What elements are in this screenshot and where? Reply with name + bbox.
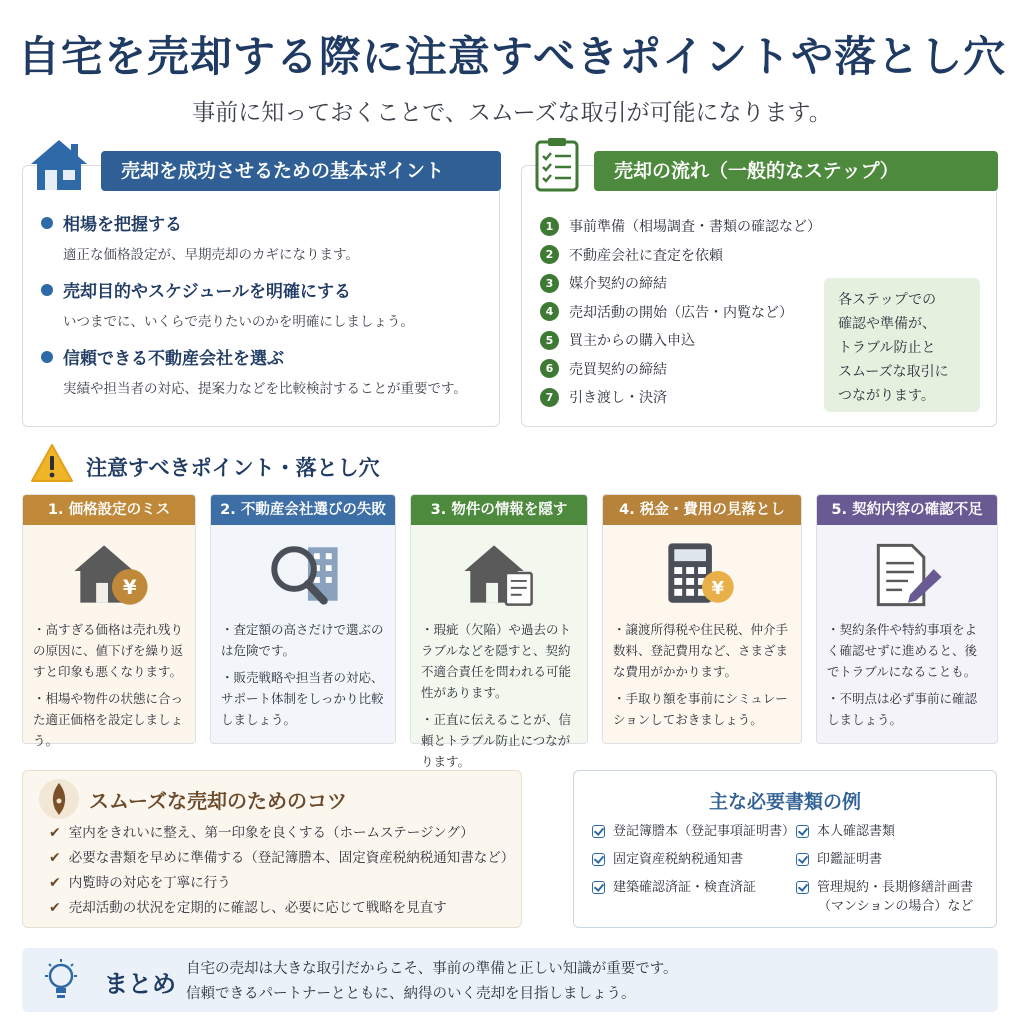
caution-heading: 注意すべきポイント・落とし穴	[86, 456, 380, 480]
calculator-yen-icon	[603, 539, 801, 611]
card-point: ・不明点は必ず事前に確認しましょう。	[827, 691, 978, 727]
document-name: 印鑑証明書	[817, 852, 883, 867]
summary-panel	[22, 948, 998, 1012]
checkbox-icon	[592, 853, 605, 866]
checkbox-icon	[592, 825, 605, 838]
list-item	[49, 896, 519, 921]
list-item	[41, 277, 491, 330]
card-point: ・正直に伝えることが、信頼とトラブル防止につながります。	[421, 712, 572, 769]
step-number: 3	[540, 274, 559, 293]
tip-text: 必要な書類を早めに準備する（登記簿謄本、固定資産税納税通知書など）	[68, 850, 515, 866]
summary-line: 信頼できるパートナーとともに、納得のいく売却を目指しましょう。	[186, 986, 636, 1002]
step-text: 事前準備（相場調査・書類の確認など）	[569, 219, 821, 236]
checkbox-icon	[592, 881, 605, 894]
step-number: 2	[540, 245, 559, 264]
card-point: ・瑕疵（欠陥）や過去のトラブルなどを隠すと、契約不適合責任を問われる可能性があります。	[421, 622, 572, 700]
note-line: 確認や準備が、	[838, 316, 936, 332]
card-point: ・査定額の高さだけで選ぶのは危険です。	[221, 622, 384, 658]
step-text: 売買契約の締結	[569, 361, 667, 378]
caution-card-agency	[210, 494, 396, 744]
bullet-dot-icon	[41, 217, 53, 229]
card-point: ・契約条件や特約事項をよく確認せずに進めると、後でトラブルになることも。	[827, 622, 978, 679]
clipboard-checklist-icon	[534, 136, 580, 192]
note-line: トラブル防止と	[838, 340, 936, 356]
note-line: スムーズな取引に	[838, 364, 949, 380]
card-title: 4. 税金・費用の見落とし	[603, 495, 801, 525]
card-title: 5. 契約内容の確認不足	[817, 495, 997, 525]
step-number: 7	[540, 388, 559, 407]
basic-points-heading: 売却を成功させるための基本ポイント	[101, 151, 501, 191]
list-item	[540, 383, 830, 412]
svg-text:¥: ¥	[711, 577, 725, 599]
card-point: ・高すぎる価格は売れ残りの原因に、値下げを繰り返すと印象も悪くなります。	[33, 622, 184, 679]
step-text: 媒介契約の締結	[569, 276, 667, 293]
checkmark-icon: ✔	[49, 875, 61, 891]
list-item	[796, 851, 882, 869]
point-desc: 実績や担当者の対応、提案力などを比較検討することが重要です。	[63, 381, 467, 397]
document-name: 本人確認書類	[817, 824, 896, 839]
lightbulb-icon	[40, 958, 82, 1004]
list-item	[49, 846, 519, 871]
summary-line: 自宅の売却は大きな取引だからこそ、事前の準備と正しい知識が重要です。	[186, 961, 678, 977]
list-item	[540, 269, 830, 298]
summary-label: まとめ	[104, 970, 176, 998]
tips-heading: スムーズな売却のためのコツ	[89, 789, 347, 813]
svg-text:¥: ¥	[122, 575, 137, 599]
card-point: ・譲渡所得税や住民税、仲介手数料、登記費用など、さまざまな費用がかかります。	[613, 622, 789, 679]
checkbox-icon	[796, 853, 809, 866]
point-title: 相場を把握する	[63, 215, 182, 235]
list-item	[540, 241, 830, 270]
list-item	[540, 212, 830, 241]
step-text: 引き渡し・決済	[569, 390, 667, 407]
point-title: 信頼できる不動産会社を選ぶ	[63, 349, 284, 369]
warning-icon	[30, 442, 74, 484]
list-item	[540, 298, 830, 327]
tip-text: 内覧時の対応を丁寧に行う	[68, 875, 231, 891]
flow-note	[824, 278, 980, 412]
card-title: 3. 物件の情報を隠す	[411, 495, 587, 525]
sale-flow-heading: 売却の流れ（一般的なステップ）	[594, 151, 998, 191]
step-text: 不動産会社に査定を依頼	[569, 247, 723, 264]
list-item	[41, 210, 491, 263]
checkbox-icon	[796, 825, 809, 838]
list-item	[49, 871, 519, 896]
basic-points-panel	[22, 160, 500, 427]
step-number: 6	[540, 359, 559, 378]
caution-card-disclosure	[410, 494, 588, 769]
house-icon	[27, 136, 91, 194]
checkbox-icon	[796, 881, 809, 894]
document-pen-icon	[817, 539, 997, 611]
list-item	[592, 851, 743, 869]
list-item	[592, 823, 795, 841]
card-title: 2. 不動産会社選びの失敗	[211, 495, 395, 525]
tips-panel	[22, 770, 522, 928]
house-yen-icon	[23, 539, 195, 611]
checkmark-icon: ✔	[49, 850, 61, 866]
sale-flow-panel	[521, 160, 997, 427]
step-number: 4	[540, 302, 559, 321]
documents-panel	[573, 770, 997, 928]
checkmark-icon: ✔	[49, 900, 61, 916]
card-point: ・販売戦略や担当者の対応、サポート体制をしっかり比較しましょう。	[221, 670, 384, 727]
list-item	[540, 355, 830, 384]
page-title: 自宅を売却する際に注意すべきポイントや落とし穴	[17, 32, 1007, 81]
documents-heading: 主な必要書類の例	[708, 791, 861, 813]
list-item	[540, 326, 830, 355]
step-text: 買主からの購入申込	[569, 333, 695, 350]
list-item	[41, 344, 491, 397]
document-note: （マンションの場合）など	[818, 899, 974, 914]
step-number: 5	[540, 331, 559, 350]
note-line: 各ステップでの	[838, 292, 937, 308]
magnifier-building-icon	[211, 539, 395, 611]
document-name: 建築確認済証・検査済証	[613, 880, 757, 895]
tip-text: 売却活動の状況を定期的に確認し、必要に応じて戦略を見直す	[68, 900, 447, 916]
caution-card-tax	[602, 494, 802, 744]
document-name: 管理規約・長期修繕計画書	[817, 880, 974, 895]
checkmark-icon: ✔	[49, 825, 61, 841]
tip-text: 室内をきれいに整え、第一印象を良くする（ホームステージング）	[68, 825, 474, 841]
document-name: 登記簿謄本（登記事項証明書）	[613, 824, 796, 839]
bullet-dot-icon	[41, 284, 53, 296]
caution-card-price	[22, 494, 196, 748]
list-item	[49, 821, 519, 846]
card-point: ・相場や物件の状態に合った適正価格を設定しましょう。	[33, 691, 184, 748]
flow-steps	[540, 212, 830, 412]
step-text: 売却活動の開始（広告・内覧など）	[569, 304, 793, 321]
point-desc: いつまでに、いくらで売りたいのかを明確にしましょう。	[63, 314, 414, 330]
card-point: ・手取り額を事前にシミュレーションしておきましょう。	[613, 691, 788, 727]
tips-list	[49, 821, 519, 921]
caution-cards	[22, 494, 998, 769]
basic-points-list	[41, 210, 491, 411]
list-item	[796, 823, 895, 841]
point-desc: 適正な価格設定が、早期売却のカギになります。	[63, 247, 359, 263]
page-subtitle: 事前に知っておくことで、スムーズな取引が可能になります。	[192, 100, 832, 126]
point-title: 売却目的やスケジュールを明確にする	[63, 282, 351, 302]
note-line: つながります。	[838, 388, 935, 404]
bullet-dot-icon	[41, 351, 53, 363]
house-document-icon	[411, 539, 587, 611]
pen-nib-icon	[37, 777, 81, 821]
document-name: 固定資産税納税通知書	[613, 852, 744, 867]
card-title: 1. 価格設定のミス	[23, 495, 195, 525]
list-item	[592, 879, 756, 897]
list-item	[796, 879, 973, 897]
caution-card-contract	[816, 494, 998, 744]
step-number: 1	[540, 217, 559, 236]
